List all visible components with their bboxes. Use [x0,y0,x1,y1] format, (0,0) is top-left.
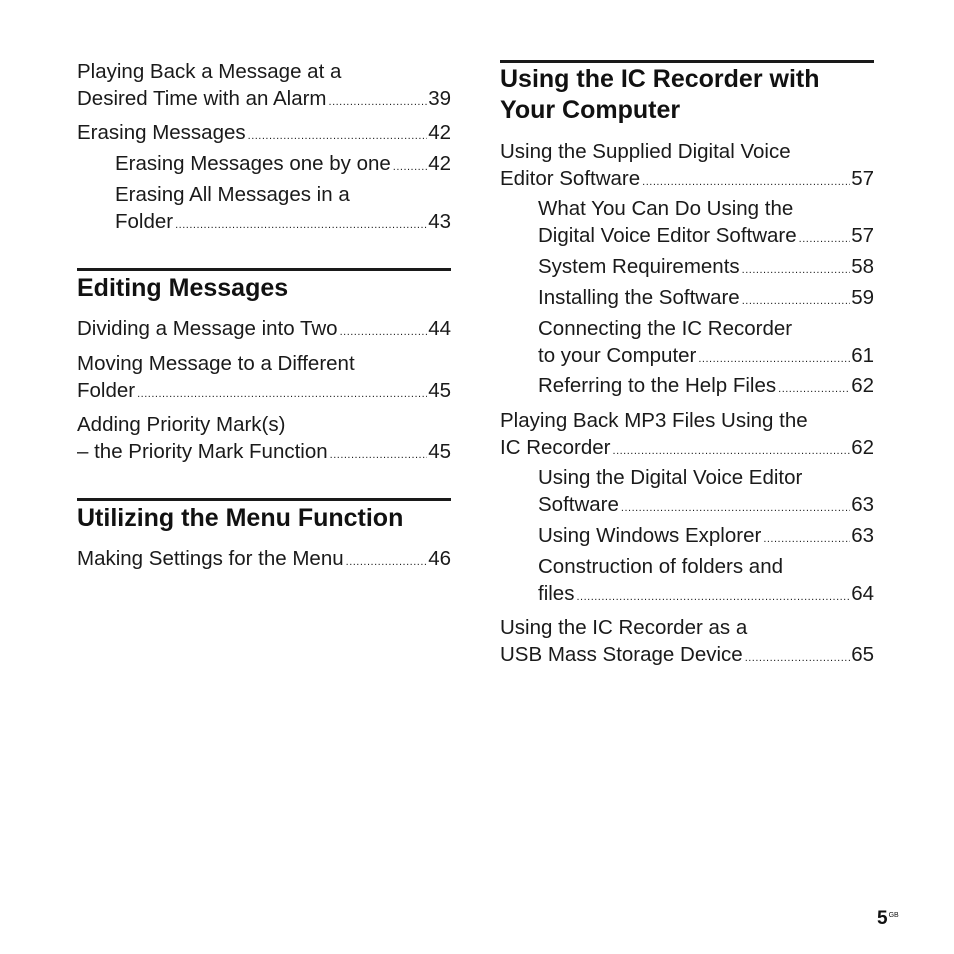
toc-entry-text: Software [538,493,619,516]
toc-entry-text: Playing Back a Message at a [77,60,342,83]
section-rule [500,60,874,63]
toc-entry-text: Making Settings for the Menu [77,547,344,570]
toc-entry-text: IC Recorder [500,436,611,459]
toc-entry-text: – the Priority Mark Function [77,440,328,463]
leader-dots [799,226,851,253]
toc-entry-supplied-software[interactable] [500,138,874,192]
toc-entry-priority-mark[interactable] [77,411,451,465]
leader-dots [742,288,850,315]
toc-entry-text: Dividing a Message into Two [77,317,338,340]
toc-page-number: 62 [851,374,874,397]
toc-page-number: 43 [428,210,451,233]
page-number-value: 5 [877,908,888,929]
leader-dots [330,442,428,469]
toc-entry-text: Using the IC Recorder as a [500,616,748,639]
toc-page-number: 57 [851,224,874,247]
toc-entry-help-files[interactable] [538,372,874,399]
toc-entry-installing-software[interactable] [538,284,874,311]
toc-entry-connecting-recorder[interactable] [538,315,874,369]
toc-entry-usb-mass-storage[interactable] [500,614,874,668]
toc-entry-text: Erasing All Messages in a [115,183,350,206]
toc-entry-text: Referring to the Help Files [538,374,777,397]
leader-dots [137,381,427,408]
toc-entry-what-you-can-do[interactable] [538,195,874,249]
toc-entry-text: Using the Supplied Digital Voice [500,140,791,163]
leader-dots [329,89,428,116]
page-number [877,908,899,930]
toc-page-number: 62 [851,436,874,459]
toc-entry-windows-explorer[interactable] [538,522,874,549]
leader-dots [175,212,427,239]
leader-dots [778,376,850,403]
toc-entry-text: Moving Message to a Different [77,352,355,375]
toc-entry-text: Desired Time with an Alarm [77,87,327,110]
toc-entry-text: USB Mass Storage Device [500,643,743,666]
leader-dots [698,346,850,373]
page-number-suffix: GB [888,911,899,919]
toc-entry-text: files [538,582,575,605]
toc-entry-text: to your Computer [538,344,697,367]
toc-entry-erasing-one-by-one[interactable] [115,150,451,177]
toc-entry-text: Playing Back MP3 Files Using the [500,409,808,432]
leader-dots [576,584,850,611]
toc-page-number: 57 [851,167,874,190]
toc-entry-text: Adding Priority Mark(s) [77,413,286,436]
toc-entry-text: Folder [115,210,174,233]
section-rule [77,268,451,271]
leader-dots [763,526,850,553]
toc-page-number: 64 [851,582,874,605]
toc-page-number: 44 [428,317,451,340]
toc-entry-text: Using Windows Explorer [538,524,762,547]
toc-page-number: 45 [428,440,451,463]
toc-entry-folders-files[interactable] [538,553,874,607]
toc-page-number: 42 [428,152,451,175]
leader-dots [613,438,851,465]
toc-page-number: 63 [851,524,874,547]
toc-entry-menu-settings[interactable] [77,545,451,572]
leader-dots [340,319,428,346]
toc-entry-text: What You Can Do Using the [538,197,794,220]
toc-entry-text: Installing the Software [538,286,740,309]
toc-page-number: 63 [851,493,874,516]
leader-dots [742,257,851,284]
toc-entry-system-requirements[interactable] [538,253,874,280]
toc-entry-text: Using the Digital Voice Editor [538,466,803,489]
toc-page-number: 39 [428,87,451,110]
toc-page-number: 59 [851,286,874,309]
leader-dots [393,154,427,181]
section-title-line: Your Computer [500,96,681,124]
section-title-computer [500,64,874,126]
section-title-menu: Utilizing the Menu Function [77,504,404,532]
toc-page-number: 42 [428,121,451,144]
leader-dots [642,169,850,196]
toc-entry-playing-back-alarm[interactable] [77,58,451,112]
toc-entry-mp3-playback[interactable] [500,407,874,461]
toc-entry-text: Editor Software [500,167,641,190]
toc-entry-text: Connecting the IC Recorder [538,317,793,340]
toc-entry-using-dve-software[interactable] [538,464,874,518]
section-title-editing: Editing Messages [77,274,289,302]
toc-page-number: 65 [851,643,874,666]
toc-entry-text: Digital Voice Editor Software [538,224,797,247]
toc-entry-erasing-all-in-folder[interactable] [115,181,451,235]
section-rule [77,498,451,501]
leader-dots [621,495,850,522]
toc-entry-erasing-messages[interactable] [77,119,451,146]
toc-entry-text: Erasing Messages one by one [115,152,391,175]
toc-page-number: 46 [428,547,451,570]
toc-entry-moving-message[interactable] [77,350,451,404]
toc-entry-text: Folder [77,379,136,402]
toc-entry-text: Construction of folders and [538,555,783,578]
leader-dots [346,549,428,576]
toc-page-number: 45 [428,379,451,402]
toc-entry-text: System Requirements [538,255,740,278]
section-title-line: Using the IC Recorder with [500,65,820,93]
toc-entry-dividing-message[interactable] [77,315,451,342]
toc-entry-text: Erasing Messages [77,121,246,144]
leader-dots [745,645,851,672]
toc-page-number: 61 [851,344,874,367]
leader-dots [248,123,428,150]
toc-page-number: 58 [851,255,874,278]
